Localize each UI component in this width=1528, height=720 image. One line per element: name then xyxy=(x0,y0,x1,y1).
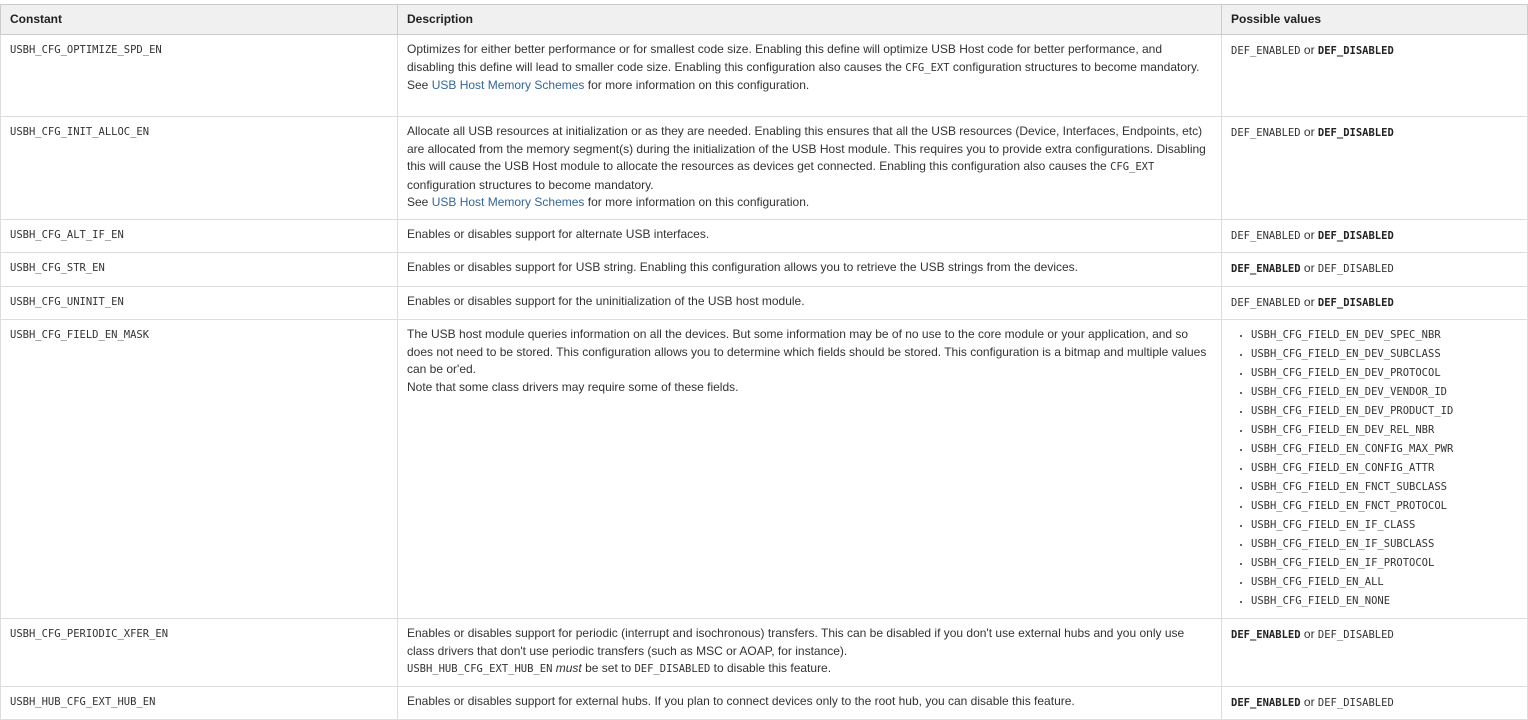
description-cell xyxy=(398,320,1222,619)
inline-code: DEF_DISABLED xyxy=(634,663,711,675)
description-cell xyxy=(398,253,1222,287)
memory-schemes-link[interactable]: USB Host Memory Schemes xyxy=(431,78,585,92)
table-row xyxy=(1,286,1528,320)
table-row xyxy=(1,35,1528,117)
constant-name: USBH_CFG_STR_EN xyxy=(10,262,105,274)
possible-values-cell xyxy=(1222,253,1528,287)
constant-name: USBH_CFG_ALT_IF_EN xyxy=(10,228,124,241)
value-enabled-default: DEF_ENABLED xyxy=(1231,696,1301,709)
list-item: • USBH_CFG_FIELD_EN_ALL xyxy=(1251,573,1518,592)
or-text: or xyxy=(1303,694,1315,709)
list-item: • USBH_CFG_FIELD_EN_DEV_PRODUCT_ID xyxy=(1251,402,1518,421)
description-text: Enables or disables support for alternate USB interfaces. xyxy=(407,226,710,241)
description-cell xyxy=(398,286,1222,320)
table-row xyxy=(1,253,1528,287)
possible-values-cell xyxy=(1222,286,1528,320)
list-item: • USBH_CFG_FIELD_EN_CONFIG_MAX_PWR xyxy=(1251,440,1518,459)
configuration-table xyxy=(0,4,1528,720)
description-text: Allocate all USB resources at initialization or as they are needed. Enabling this ensures that all the USB resources (Device, Interfaces, Endpoints, etc) are allocated from the memory segment(s) during the initialization of the USB Host module. This requires you to provide extra configurations. Disabling this will cause the USB Host module to allocate the resources as devices get connected. Enabling this configuration also causes the xyxy=(407,124,1206,173)
description-text: Enables or disables support for periodic (interrupt and isochronous) transfers. This can be disabled if you don't use external hubs and you only use class drivers that don't use periodic transfers (such as MSC or AOAP, for instance). xyxy=(407,626,1185,658)
or-text: or xyxy=(1303,125,1315,139)
or-text: or xyxy=(1303,227,1315,242)
constant-cell xyxy=(1,286,398,320)
see-suffix: for more information on this configuration. xyxy=(587,195,810,209)
list-item: • USBH_CFG_FIELD_EN_DEV_REL_NBR xyxy=(1251,421,1518,440)
or-text: or xyxy=(1303,294,1315,309)
table-row xyxy=(1,117,1528,220)
description-text: Optimizes for either better performance or for smallest code size. Enabling this define will optimize USB Host code for better performance, and disabling this define will lead to smaller code size. Enabling this configuration also causes the xyxy=(407,42,1163,74)
inline-code: CFG_EXT xyxy=(905,61,950,74)
field-mask-values-list xyxy=(1231,326,1518,611)
list-item: • USBH_CFG_FIELD_EN_DEV_PROTOCOL xyxy=(1251,364,1518,383)
description-text: Enables or disables support for external hubs. If you plan to connect devices only to the root hub, you can disable this feature. xyxy=(407,693,1075,708)
possible-values-cell xyxy=(1222,619,1528,687)
constant-cell xyxy=(1,619,398,687)
table-row xyxy=(1,619,1528,687)
description-text: The USB host module queries information on all the devices. But some information may be of no use to the core module or your application, and so does not need to be stored. This configuration allows you to determine which fields should be stored. This configuration is a bitmap and multiple values can be or'ed. xyxy=(407,327,1207,376)
value-disabled-default: DEF_DISABLED xyxy=(1317,229,1394,242)
constant-name: USBH_CFG_PERIODIC_XFER_EN xyxy=(10,628,169,640)
value-disabled-default: DEF_DISABLED xyxy=(1317,127,1394,139)
possible-values-cell xyxy=(1222,35,1528,117)
value-enabled: DEF_ENABLED xyxy=(1231,229,1301,242)
or-text: or xyxy=(1303,627,1315,641)
constant-name: USBH_CFG_FIELD_EN_MASK xyxy=(10,329,150,341)
inline-code: CFG_EXT xyxy=(1110,161,1155,173)
possible-values-cell xyxy=(1222,117,1528,220)
value-enabled-default: DEF_ENABLED xyxy=(1231,263,1301,275)
list-item: • USBH_CFG_FIELD_EN_IF_CLASS xyxy=(1251,516,1518,535)
header-description: Description xyxy=(398,5,1222,35)
value-disabled: DEF_DISABLED xyxy=(1317,696,1394,709)
list-item: • USBH_CFG_FIELD_EN_CONFIG_ATTR xyxy=(1251,459,1518,478)
header-constant: Constant xyxy=(1,5,398,35)
value-disabled: DEF_DISABLED xyxy=(1317,263,1394,275)
value-enabled: DEF_ENABLED xyxy=(1231,127,1301,139)
list-item: • USBH_CFG_FIELD_EN_IF_SUBCLASS xyxy=(1251,535,1518,554)
description-cell xyxy=(398,117,1222,220)
emphasis-text: must xyxy=(555,661,582,675)
list-item: • USBH_CFG_FIELD_EN_DEV_SPEC_NBR xyxy=(1251,326,1518,345)
list-item: • USBH_CFG_FIELD_EN_FNCT_PROTOCOL xyxy=(1251,497,1518,516)
description-cell xyxy=(398,619,1222,687)
constant-cell xyxy=(1,117,398,220)
list-item: • USBH_CFG_FIELD_EN_DEV_SUBCLASS xyxy=(1251,345,1518,364)
possible-values-cell xyxy=(1222,219,1528,253)
list-item: • USBH_CFG_FIELD_EN_IF_PROTOCOL xyxy=(1251,554,1518,573)
table-header-row xyxy=(1,5,1528,35)
inline-code: USBH_HUB_CFG_EXT_HUB_EN xyxy=(407,663,553,675)
value-enabled: DEF_ENABLED xyxy=(1231,45,1301,57)
description-text: configuration structures to become mandatory. xyxy=(407,177,654,192)
description-text: Enables or disables support for the uninitialization of the USB host module. xyxy=(407,293,805,308)
constant-name: USBH_CFG_INIT_ALLOC_EN xyxy=(10,126,150,138)
or-text: or xyxy=(1303,43,1315,57)
list-item: • USBH_CFG_FIELD_EN_FNCT_SUBCLASS xyxy=(1251,478,1518,497)
list-item: • USBH_CFG_FIELD_EN_DEV_VENDOR_ID xyxy=(1251,383,1518,402)
value-disabled-default: DEF_DISABLED xyxy=(1317,45,1394,57)
table-row xyxy=(1,320,1528,619)
value-disabled-default: DEF_DISABLED xyxy=(1317,296,1394,309)
description-text: configuration structures to become mandatory. xyxy=(949,59,1200,74)
description-text: to disable this feature. xyxy=(710,661,832,675)
table-row xyxy=(1,219,1528,253)
memory-schemes-link[interactable]: USB Host Memory Schemes xyxy=(431,195,585,209)
description-text: be set to xyxy=(581,661,635,675)
value-enabled: DEF_ENABLED xyxy=(1231,296,1301,309)
description-cell xyxy=(398,35,1222,117)
see-text: See xyxy=(407,195,429,209)
possible-values-cell xyxy=(1222,686,1528,720)
constant-name: USBH_CFG_UNINIT_EN xyxy=(10,295,124,308)
constant-cell xyxy=(1,686,398,720)
list-item: • USBH_CFG_FIELD_EN_NONE xyxy=(1251,592,1518,611)
description-cell xyxy=(398,686,1222,720)
description-cell xyxy=(398,219,1222,253)
see-text: See xyxy=(407,78,429,92)
constant-name: USBH_CFG_OPTIMIZE_SPD_EN xyxy=(10,44,162,56)
constant-cell xyxy=(1,219,398,253)
or-text: or xyxy=(1303,261,1315,275)
see-suffix: for more information on this configuration. xyxy=(587,78,810,92)
constant-cell xyxy=(1,253,398,287)
value-enabled-default: DEF_ENABLED xyxy=(1231,629,1301,641)
description-text: Enables or disables support for USB string. Enabling this configuration allows you to retrieve the USB strings from the devices. xyxy=(407,260,1078,274)
constant-cell xyxy=(1,35,398,117)
description-note: Note that some class drivers may require some of these fields. xyxy=(407,379,739,394)
header-possible-values: Possible values xyxy=(1222,5,1528,35)
constant-name: USBH_HUB_CFG_EXT_HUB_EN xyxy=(10,695,156,708)
table-row xyxy=(1,686,1528,720)
constant-cell xyxy=(1,320,398,619)
possible-values-cell xyxy=(1222,320,1528,619)
value-disabled: DEF_DISABLED xyxy=(1317,629,1394,641)
